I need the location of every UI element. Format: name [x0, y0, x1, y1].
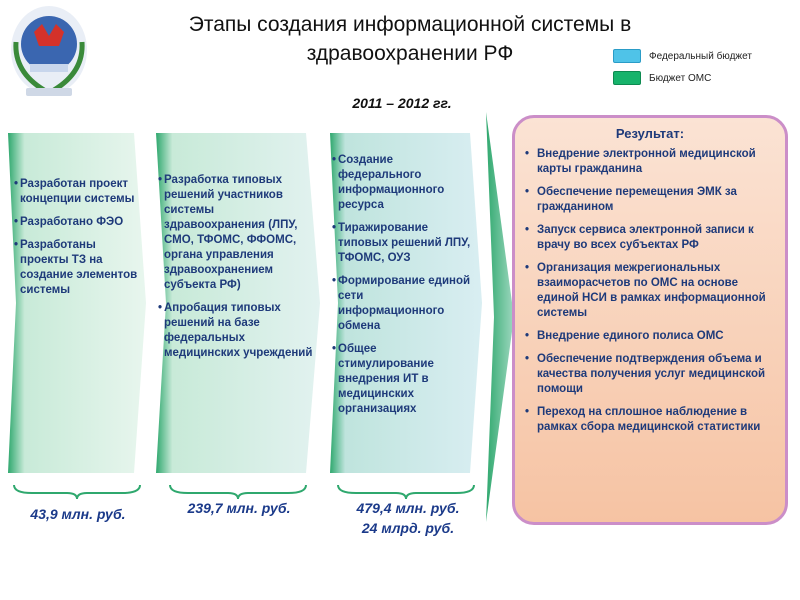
stage-2-arrow	[156, 133, 326, 473]
legend-swatch-oms	[613, 71, 641, 85]
stage-1-item: • Разработаны проекты ТЗ на создание элементов системы	[14, 239, 138, 296]
stage-3-item: • Создание федерального информационного ресурса	[332, 154, 445, 211]
legend-item-federal	[613, 47, 752, 65]
result-title: Результат:	[615, 126, 685, 141]
result-item: • Внедрение электронной медицинской карты гражданина	[525, 148, 756, 175]
stage-3-arrow	[330, 133, 490, 473]
stage-1-arrow	[8, 133, 154, 473]
stage-1-brace	[12, 483, 142, 499]
stage-3-item: • Формирование единой сети информационного обмена	[332, 275, 471, 332]
stage-3-item: • Тиражирование типовых решений ЛПУ, ТФОМС, ОУЗ	[332, 222, 471, 264]
result-item: • Запуск сервиса электронной записи к врачу во всех субъектах РФ	[525, 224, 754, 251]
period-label: 2011 – 2012 гг.	[352, 95, 452, 111]
result-item: • Переход на сплошное наблюдение в рамках сбора медицинской статистики	[525, 406, 761, 433]
stage-3-item: • Общее стимулирование внедрения ИТ в медицинских организациях	[332, 343, 434, 415]
stage-1-item: • Разработано ФЭО	[14, 216, 124, 228]
ministry-emblem-logo	[4, 2, 94, 102]
stage-2-item: • Разработка типовых решений участников системы здравоохранения (ЛПУ, СМО, ТФОМС, ФФОМС, органа управления здравоохранением субъекта РФ)	[158, 174, 298, 291]
stage-2-brace	[168, 483, 308, 499]
result-item: • Внедрение единого полиса ОМС	[525, 330, 724, 342]
legend-swatch-federal	[613, 49, 641, 63]
stage-1-cost: 43,9 млн. руб.	[30, 506, 126, 522]
stage-2-item: • Апробация типовых решений на базе федеральных медицинских учреждений	[158, 302, 313, 359]
result-item: • Обеспечение перемещения ЭМК за гражданином	[525, 186, 737, 213]
stage-3-cost: 479,4 млн. руб. 24 млрд. руб.	[356, 500, 460, 536]
page-title: Этапы создания информационной системы в здравоохранении РФ	[188, 13, 632, 65]
stage-3-brace	[336, 483, 476, 499]
stage-1-item: • Разработан проект концепции системы	[14, 178, 135, 205]
result-item: • Обеспечение подтверждения объема и качества получения услуг медицинской помощи	[525, 353, 766, 395]
legend-label-oms: Бюджет ОМС	[649, 72, 712, 84]
result-item: • Организация межрегиональных взаиморасчетов по ОМС на основе единой НСИ в рамках информационной системы	[525, 262, 766, 319]
stage-2-cost: 239,7 млн. руб.	[187, 500, 291, 516]
legend-label-federal: Федеральный бюджет	[649, 50, 752, 62]
legend-item-oms	[613, 69, 752, 87]
legend	[613, 47, 752, 91]
result-box	[512, 115, 788, 525]
